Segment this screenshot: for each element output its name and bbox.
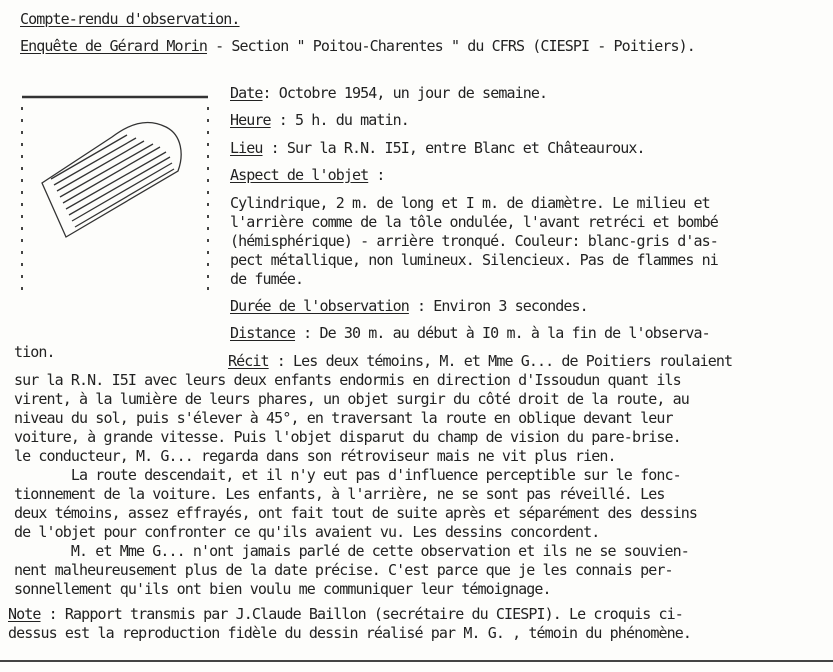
recit-text-line: tionnement de la voiture. Les enfants, à l'arrière, ne se sont pas réveillé. Les	[14, 485, 665, 503]
duree-value: : Environ 3 secondes.	[408, 297, 588, 315]
object-sketch	[20, 95, 215, 295]
recit-first: : Les deux témoins, M. et Mme G... de Poitiers roulaient	[268, 352, 733, 370]
recit-text-line: voiture, à grande vitesse. Puis l'objet disparut du champ de vision du pare-brise.	[14, 428, 681, 446]
note-line	[8, 605, 683, 624]
aspect-label: Aspect de l'objet	[230, 166, 369, 184]
note-label: Note	[8, 605, 41, 623]
bottom-rule	[0, 660, 833, 662]
recit-text-line: virent, à la lumière de leurs phares, un objet surgir du côté droit de la route, au	[14, 390, 689, 408]
aspect-text-line: l'arrière comme de la tôle ondulée, l'avant retréci et bombé	[230, 213, 718, 231]
cylinder-object-drawing	[42, 122, 181, 237]
lieu-line	[230, 139, 645, 158]
distance-label: Distance	[230, 324, 296, 342]
recit-text-line: niveau du sol, puis s'élever à 45°, en traversant la route en oblique devant leur	[14, 409, 673, 427]
aspect-text-line: de fumée.	[230, 270, 304, 288]
recit-label: Récit	[228, 352, 269, 370]
recit-line	[228, 352, 732, 371]
recit-text-line: le conducteur, M. G... regarda dans son rétroviseur mais ne vit plus rien.	[14, 447, 616, 465]
note-second-line: dessus est la reproduction fidèle du dessin réalisé par M. G. , témoin du phénomène.	[8, 624, 691, 642]
enquete-label: Enquête de Gérard Morin	[20, 37, 208, 55]
lieu-label: Lieu	[230, 139, 263, 157]
distance-line	[230, 324, 710, 343]
recit-text-line: sonnellement qu'ils ont bien voulu me communiquer leur témoignage.	[14, 580, 551, 598]
lieu-value: : Sur la R.N. I5I, entre Blanc et Châteauroux.	[262, 139, 645, 157]
date-line	[230, 84, 547, 103]
duree-label: Durée de l'observation	[230, 297, 409, 315]
recit-text-line: de l'objet pour confronter ce qu'ils avaient vu. Les dessins concordent.	[14, 523, 600, 541]
date-value: : Octobre 1954, un jour de semaine.	[262, 84, 548, 102]
aspect-text-line: pect métallique, non lumineux. Silencieux. Pas de flammes ni	[230, 251, 718, 269]
recit-text-line: sur la R.N. I5I avec leurs deux enfants endormis en direction d'Issoudun quant ils	[14, 371, 681, 389]
enquete-line	[20, 37, 695, 56]
recit-text-line: M. et Mme G... n'ont jamais parlé de cette observation et ils ne se souvien-	[14, 542, 689, 560]
aspect-line	[230, 166, 385, 185]
heure-line	[230, 111, 409, 130]
distance-value: : De 30 m. au début à I0 m. à la fin de l'observa-	[295, 324, 710, 342]
note-first: : Rapport transmis par J.Claude Baillon (secrétaire du CIESPI). Le croquis ci-	[40, 605, 683, 623]
page-title: Compte-rendu d'observation.	[20, 10, 240, 28]
recit-text-line: deux témoins, assez effrayés, ont fait tout de suite après et séparément des dessins	[14, 504, 697, 522]
date-label: Date	[230, 84, 263, 102]
aspect-colon: :	[368, 166, 385, 184]
distance-continuation: tion.	[14, 343, 55, 361]
heure-value: : 5 h. du matin.	[270, 111, 409, 129]
aspect-text-line: Cylindrique, 2 m. de long et I m. de diamètre. Le milieu et	[230, 194, 710, 212]
duree-line	[230, 297, 588, 316]
aspect-text-line: (hémisphérique) - arrière tronqué. Couleur: blanc-gris d'as-	[230, 232, 718, 250]
enquete-text: - Section " Poitou-Charentes " du CFRS (CIESPI - Poitiers).	[207, 37, 695, 55]
recit-text-line: nent malheureusement plus de la date précise. C'est parce que je les connais per-	[14, 561, 673, 579]
recit-text-line: La route descendait, et il n'y eut pas d'influence perceptible sur le fonc-	[14, 466, 681, 484]
heure-label: Heure	[230, 111, 271, 129]
